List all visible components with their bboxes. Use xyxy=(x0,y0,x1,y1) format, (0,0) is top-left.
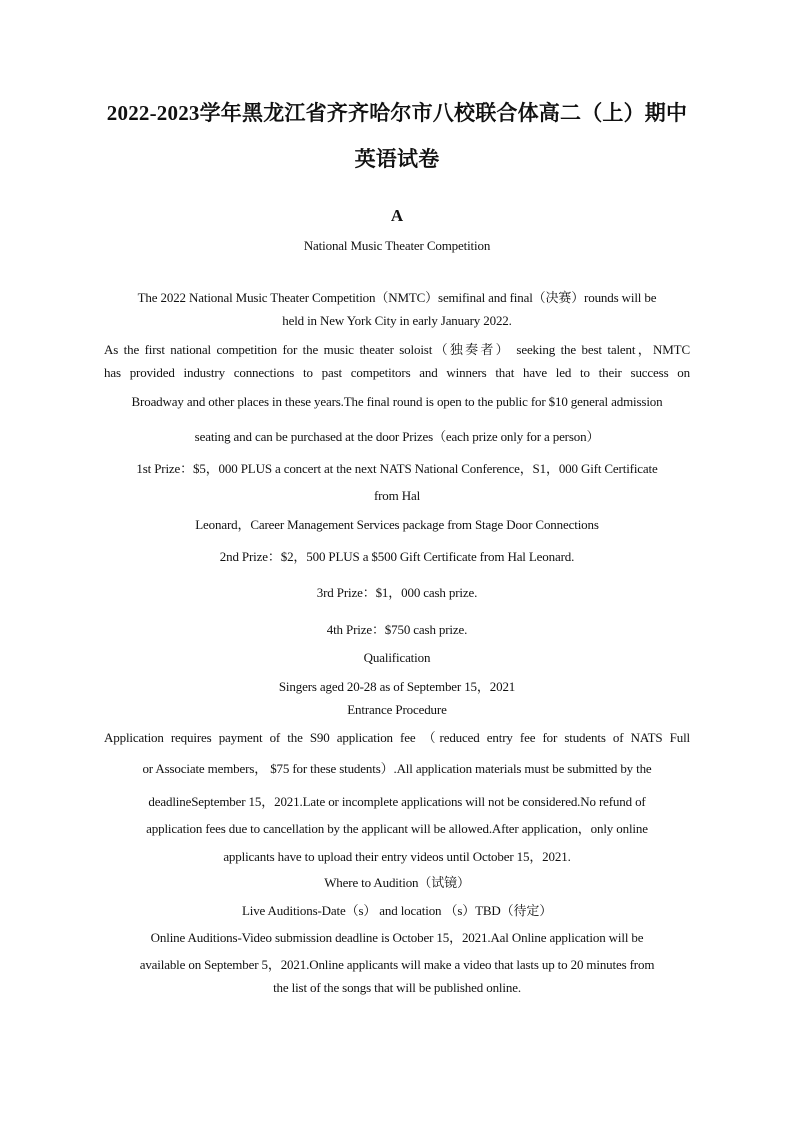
passage-heading: National Music Theater Competition xyxy=(303,238,491,253)
passage-line: Online Auditions-Video submission deadline is October 15，2021.Aal Online application will be xyxy=(150,930,644,945)
passage-line: Broadway and other places in these years.The final round is open to the public for $10 general admission xyxy=(131,394,663,409)
prize-line: from Hal xyxy=(373,488,421,503)
passage-line: has provided industry connections to past competitors and winners that have led to their success on xyxy=(104,365,690,380)
prize-line: 4th Prize：$750 cash prize. xyxy=(326,622,468,637)
passage-line: Singers aged 20-28 as of September 15，2021 xyxy=(278,679,516,694)
exam-title-line-1: 2022-2023学年黑龙江省齐齐哈尔市八校联合体高二（上）期中 xyxy=(106,101,688,125)
passage-line: Application requires payment of the S90 application fee （reduced entry fee for students of NATS Full xyxy=(104,730,690,745)
subheading-entrance-procedure: Entrance Procedure xyxy=(347,702,447,717)
passage-line: or Associate members， $75 for these students）.All application materials must be submitted by the xyxy=(142,761,652,776)
passage-line: available on September 5，2021.Online applicants will make a video that lasts up to 20 minutes from xyxy=(139,957,655,972)
subheading-where-to-audition: Where to Audition（试镜） xyxy=(324,875,470,890)
prize-line: Leonard，Career Management Services package from Stage Door Connections xyxy=(195,517,599,532)
passage-line: The 2022 National Music Theater Competition（NMTC）semifinal and final（决赛）rounds will be xyxy=(137,290,657,305)
passage-line: held in New York City in early January 2022. xyxy=(282,313,512,328)
prize-line: 2nd Prize：$2，500 PLUS a $500 Gift Certificate from Hal Leonard. xyxy=(219,549,575,564)
passage-line: seating and can be purchased at the door Prizes（each prize only for a person） xyxy=(194,429,600,444)
prize-line: 3rd Prize：$1，000 cash prize. xyxy=(316,585,478,600)
passage-line: the list of the songs that will be published online. xyxy=(273,980,521,995)
section-letter: A xyxy=(390,206,404,225)
subheading-qualification: Qualification xyxy=(363,650,431,665)
exam-title-line-2: 英语试卷 xyxy=(354,147,440,171)
passage-line: As the first national competition for the music theater soloist（独奏者） seeking the best talent，NMTC xyxy=(104,342,690,357)
passage-line: deadlineSeptember 15，2021.Late or incomplete applications will not be considered.No refund of xyxy=(148,794,646,809)
passage-line: application fees due to cancellation by the applicant will be allowed.After application，only online xyxy=(146,821,648,836)
prize-line: 1st Prize：$5，000 PLUS a concert at the next NATS National Conference，S1，000 Gift Certificate xyxy=(136,461,658,476)
passage-line: Live Auditions-Date（s） and location （s）TBD（待定） xyxy=(241,903,553,918)
passage-line: applicants have to upload their entry videos until October 15，2021. xyxy=(223,849,571,864)
